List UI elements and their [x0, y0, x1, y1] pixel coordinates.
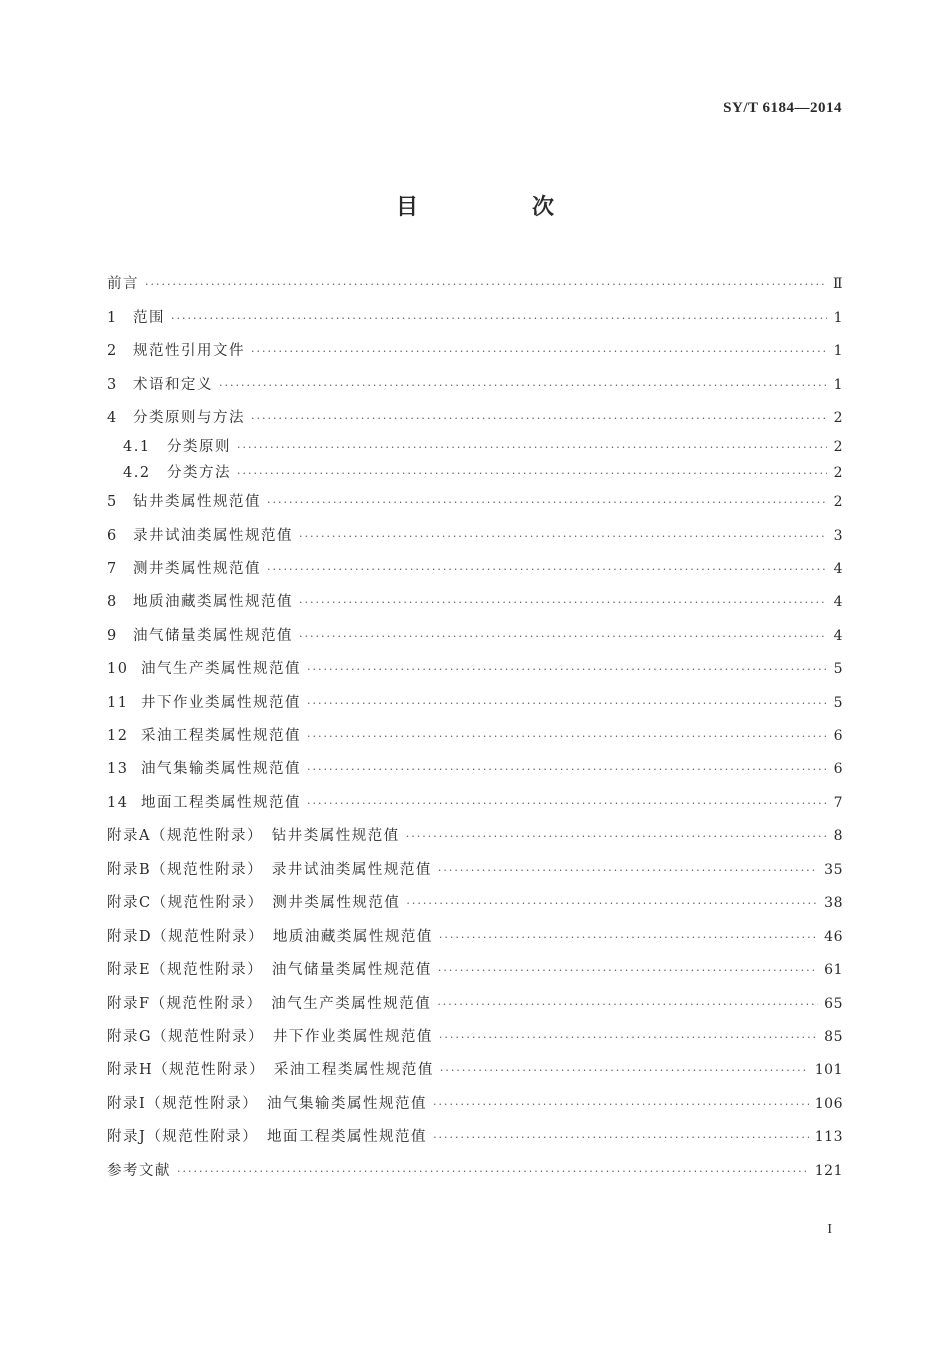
toc-entry-page: Ⅱ	[832, 276, 843, 292]
toc-entry-title: 附录E（规范性附录） 油气储量类属性规范值	[107, 962, 432, 978]
toc-entry[interactable]	[107, 1025, 843, 1049]
toc-leader-dots	[439, 1026, 818, 1050]
toc-entry-number: 4	[107, 410, 118, 426]
toc-entry-page: 2	[833, 465, 843, 481]
toc-entry-number: 1	[107, 310, 118, 326]
toc-entry-page: 8	[833, 828, 843, 844]
toc-entry-number: 12	[107, 728, 129, 744]
toc-entry-title: 附录A（规范性附录） 钻井类属性规范值	[107, 828, 400, 844]
toc-leader-dots	[438, 959, 818, 983]
toc-leader-dots	[437, 993, 818, 1017]
toc-entry-title: 地面工程类属性规范值	[141, 795, 301, 811]
toc-entry-page: 4	[833, 594, 843, 610]
toc-entry-title: 附录G（规范性附录） 井下作业类属性规范值	[107, 1029, 433, 1045]
page-title: 目 次	[395, 195, 600, 220]
toc-leader-dots	[406, 892, 818, 916]
toc-entry-title: 参考文献	[107, 1163, 171, 1179]
toc-leader-dots	[171, 307, 827, 331]
toc-leader-dots	[251, 340, 827, 364]
toc-leader-dots	[438, 859, 818, 883]
toc-entry-title: 附录C（规范性附录） 测井类属性规范值	[107, 895, 401, 911]
toc-entry[interactable]	[107, 339, 843, 363]
toc-leader-dots	[267, 491, 827, 515]
toc-entry[interactable]	[107, 624, 843, 648]
toc-entry[interactable]	[123, 435, 843, 459]
toc-entry-title: 测井类属性规范值	[133, 561, 261, 577]
toc-entry-title: 范围	[133, 310, 165, 326]
toc-entry[interactable]	[123, 461, 843, 485]
toc-leader-dots	[177, 1160, 809, 1184]
toc-entry-title: 附录H（规范性附录） 采油工程类属性规范值	[107, 1062, 434, 1078]
toc-entry-page: 4	[833, 561, 843, 577]
toc-entry-page: 85	[824, 1029, 843, 1045]
page-number: I	[827, 1222, 832, 1237]
toc-entry[interactable]	[107, 958, 843, 982]
toc-leader-dots	[267, 558, 827, 582]
toc-entry[interactable]	[107, 891, 843, 915]
toc-entry-page: 7	[833, 795, 843, 811]
toc-entry-number: 6	[107, 528, 118, 544]
standard-code: SY/T 6184—2014	[723, 100, 842, 116]
toc-leader-dots	[307, 725, 827, 749]
toc-entry[interactable]	[107, 1092, 843, 1116]
toc-entry-page: 2	[833, 439, 843, 455]
toc-entry-page: 1	[833, 343, 843, 359]
toc-entry-title: 前言	[107, 276, 139, 292]
toc-entry-number: 5	[107, 494, 118, 510]
toc-entry[interactable]	[107, 1058, 843, 1082]
toc-entry[interactable]	[107, 272, 843, 296]
toc-entry-page: 1	[833, 377, 843, 393]
toc-leader-dots	[237, 462, 827, 486]
toc-entry-page: 46	[824, 929, 843, 945]
toc-entry-page: 121	[814, 1163, 843, 1179]
toc-entry[interactable]	[107, 657, 843, 681]
toc-entry[interactable]	[107, 925, 843, 949]
toc-entry[interactable]	[107, 691, 843, 715]
toc-entry[interactable]	[107, 824, 843, 848]
toc-entry[interactable]	[107, 757, 843, 781]
toc-entry-title: 附录B（规范性附录） 录井试油类属性规范值	[107, 862, 432, 878]
toc-entry[interactable]	[107, 1159, 843, 1183]
toc-leader-dots	[439, 926, 818, 950]
toc-entry-title: 分类方法	[167, 465, 231, 481]
toc-leader-dots	[219, 374, 827, 398]
toc-entry-page: 38	[824, 895, 843, 911]
toc-entry-page: 5	[833, 661, 843, 677]
toc-entry-number: 4.1	[123, 439, 151, 455]
toc-entry-title: 钻井类属性规范值	[133, 494, 261, 510]
toc-entry[interactable]	[107, 858, 843, 882]
toc-entry-page: 35	[824, 862, 843, 878]
toc-entry-page: 113	[814, 1129, 843, 1145]
toc-entry-number: 10	[107, 661, 129, 677]
toc-entry-title: 附录D（规范性附录） 地质油藏类属性规范值	[107, 929, 433, 945]
toc-entry[interactable]	[107, 524, 843, 548]
toc-entry-number: 14	[107, 795, 129, 811]
toc-leader-dots	[440, 1059, 809, 1083]
toc-leader-dots	[251, 407, 827, 431]
toc-entry[interactable]	[107, 791, 843, 815]
toc-entry[interactable]	[107, 1125, 843, 1149]
toc-entry-title: 油气储量类属性规范值	[133, 628, 293, 644]
toc-leader-dots	[299, 525, 827, 549]
toc-leader-dots	[433, 1126, 809, 1150]
toc-entry-page: 65	[824, 996, 843, 1012]
toc-entry-number: 13	[107, 761, 129, 777]
toc-entry-number: 2	[107, 343, 118, 359]
toc-leader-dots	[299, 625, 827, 649]
toc-leader-dots	[145, 273, 827, 297]
toc-entry-page: 61	[824, 962, 843, 978]
toc-entry[interactable]	[107, 724, 843, 748]
toc-entry-page: 2	[833, 410, 843, 426]
toc-entry[interactable]	[107, 992, 843, 1016]
toc-entry-page: 101	[814, 1062, 843, 1078]
toc-entry-title: 油气集输类属性规范值	[141, 761, 301, 777]
toc-entry-page: 3	[833, 528, 843, 544]
toc-entry[interactable]	[107, 557, 843, 581]
toc-entry-title: 地质油藏类属性规范值	[133, 594, 293, 610]
toc-entry-title: 附录I（规范性附录） 油气集输类属性规范值	[107, 1096, 427, 1112]
toc-entry-page: 5	[833, 695, 843, 711]
toc-leader-dots	[307, 692, 827, 716]
toc-leader-dots	[406, 825, 827, 849]
toc-entry-title: 采油工程类属性规范值	[141, 728, 301, 744]
toc-entry-page: 6	[833, 728, 843, 744]
toc-entry-title: 术语和定义	[133, 377, 213, 393]
toc-entry-number: 4.2	[123, 465, 151, 481]
toc-leader-dots	[433, 1093, 809, 1117]
toc-entry-page: 1	[833, 310, 843, 326]
toc-entry-title: 附录J（规范性附录） 地面工程类属性规范值	[107, 1129, 428, 1145]
toc-entry-page: 4	[833, 628, 843, 644]
toc-entry-number: 7	[107, 561, 118, 577]
toc-entry-page: 2	[833, 494, 843, 510]
toc-entry[interactable]	[107, 406, 843, 430]
toc-entry[interactable]	[107, 373, 843, 397]
toc-entry[interactable]	[107, 490, 843, 514]
toc-entry-title: 井下作业类属性规范值	[141, 695, 301, 711]
toc-entry[interactable]	[107, 590, 843, 614]
toc-entry-title: 附录F（规范性附录） 油气生产类属性规范值	[107, 996, 432, 1012]
toc-leader-dots	[299, 591, 827, 615]
toc-entry-title: 录井试油类属性规范值	[133, 528, 293, 544]
toc-leader-dots	[237, 436, 827, 460]
toc-entry-number: 9	[107, 628, 118, 644]
toc-leader-dots	[307, 792, 827, 816]
toc-entry-title: 规范性引用文件	[133, 343, 245, 359]
toc-leader-dots	[307, 758, 827, 782]
toc-entry-number: 8	[107, 594, 118, 610]
toc-entry-number: 3	[107, 377, 118, 393]
toc-entry-title: 分类原则	[167, 439, 231, 455]
toc-entry-title: 分类原则与方法	[133, 410, 245, 426]
toc-entry-page: 106	[814, 1096, 843, 1112]
toc-entry-title: 油气生产类属性规范值	[141, 661, 301, 677]
toc-entry-page: 6	[833, 761, 843, 777]
toc-entry-number: 11	[107, 695, 129, 711]
toc-leader-dots	[307, 658, 827, 682]
toc-entry[interactable]	[107, 306, 843, 330]
